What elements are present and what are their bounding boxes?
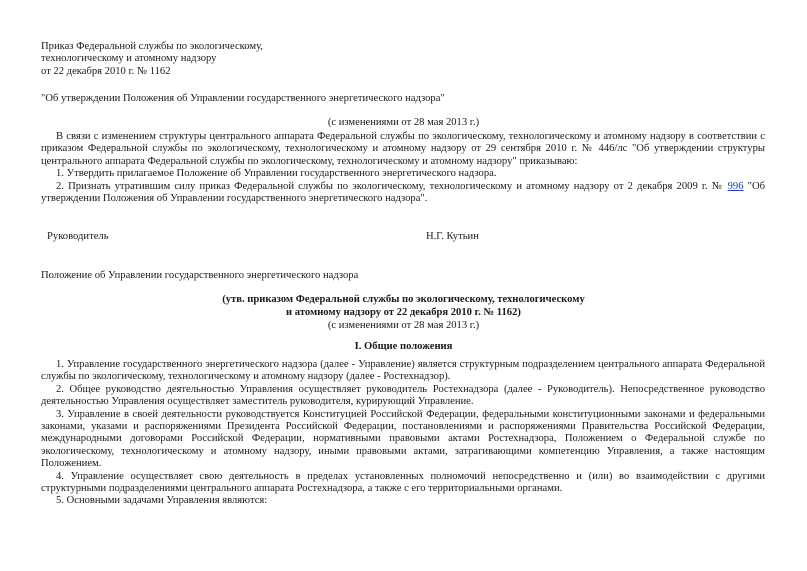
- regulation-paragraph-4: 4. Управление осуществляет свою деятельность в пределах установленных полномочий непосредственно и (или) во взаимодействии с другими структурными подразделениями центрального аппарата Ростехнадзора, а также с его территориальными органами.: [41, 470, 765, 495]
- order-996-link[interactable]: 996: [727, 180, 744, 192]
- regulation-paragraph-1: 1. Управление государственного энергетического надзора (далее - Управление) является структурным подразделением центрального аппарата Федеральной службы по экологическому, технологическому и атомному надзору (далее - Ростехнадзор).: [41, 359, 765, 383]
- order-body: [41, 131, 765, 205]
- signature-role: Руководитель: [47, 231, 109, 242]
- order-header: [41, 41, 263, 78]
- regulation-amendment-note: (с изменениями от 28 мая 2013 г.): [327, 320, 480, 331]
- order-item-1: 1. Утвердить прилагаемое Положение об Управлении государственного энергетического надзора.: [56, 168, 497, 180]
- regulation-paragraph-3: 3. Управление в своей деятельности руководствуется Конституцией Российской Федерации, федеральными конституционными законами и федеральными законами, указами и распоряжениями Президента Российской Федерации, постановлениями и распоряжениями Правительства Российской Федерации, международными договорами Российской Федерации, нормативными правовыми актами Ростехнадзора, Положением о Федеральной службе по экологическому, технологическому и атомному надзору, иными правовыми актами, затрагивающими компетенцию Управления, а также настоящим Положением.: [41, 408, 765, 470]
- approval-line-2: и атомному надзору от 22 декабря 2010 г. № 1162): [286, 307, 521, 318]
- order-item-2-text: 2. Признать утратившим силу приказ Федеральной службы по экологическому, технологическому и атомному надзору от 2 декабря 2009 г. №: [56, 180, 728, 192]
- order-item-2-tail: "Об утверждении Положения об Управлении государственного энергетического надзора".: [41, 180, 765, 205]
- signature-name: Н.Г. Кутьин: [426, 231, 479, 242]
- header-line-3: от 22 декабря 2010 г. № 1162: [41, 65, 171, 77]
- approval-line-1: (утв. приказом Федеральной службы по экологическому, технологическому: [222, 294, 585, 305]
- order-item-2: [41, 181, 765, 206]
- regulation-heading: Положение об Управлении государственного энергетического надзора: [41, 270, 359, 281]
- regulation-paragraph-2: 2. Общее руководство деятельностью Управления осуществляет руководитель Ростехнадзора (далее - Руководитель). Непосредственное руководство деятельностью Управления осуществляет заместитель руководителя, курирующий Управление.: [41, 383, 765, 408]
- amendment-note: (с изменениями от 28 мая 2013 г.): [327, 117, 480, 128]
- regulation-body: [41, 359, 765, 508]
- order-title: "Об утверждении Положения об Управлении государственного энергетического надзора": [41, 93, 445, 104]
- section-title: I. Общие положения: [354, 341, 453, 352]
- header-line-1: Приказ Федеральной службы по экологическому,: [41, 41, 263, 52]
- header-line-2: технологическому и атомному надзору: [41, 53, 217, 65]
- order-preamble: В связи с изменением структуры центрального аппарата Федеральной службы по экологическому, технологическому и атомному надзору в соответствии с приказом Федеральной службы по экологическому, технологическому и атомному надзору от 29 сентября 2010 г. № 446/лс "Об утверждении структуры центрального аппарата Федеральной службы по экологическому, технологическому и атомному надзору" приказываю:: [41, 131, 765, 167]
- regulation-paragraph-5: 5. Основными задачами Управления являются:: [56, 495, 268, 507]
